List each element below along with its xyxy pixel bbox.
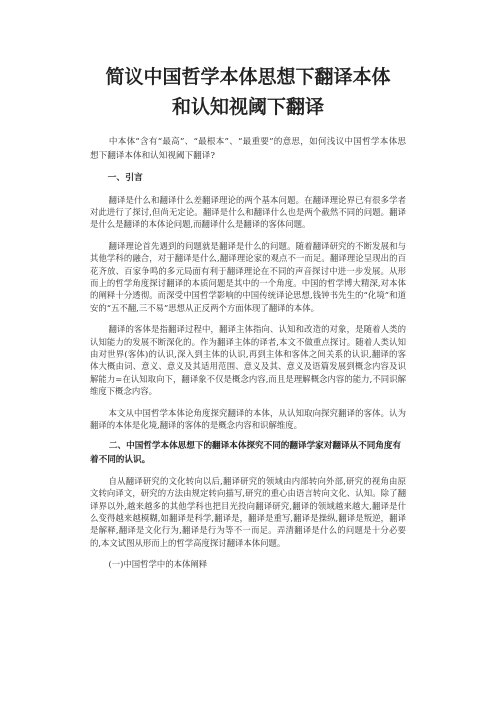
- subsection-heading: (一)中国哲学中的本体阐释: [108, 559, 208, 570]
- section-heading-translation-ontology: 二、中国哲学本体思想下的翻译本体探究不同的翻译学家对翻译从不同角度有着不同的认识。: [90, 441, 402, 465]
- document-title: 简议中国哲学本体思想下翻译本体和认知视阈下翻译: [105, 66, 391, 118]
- section-heading-introduction: 一、引言: [107, 173, 143, 183]
- paragraph: 翻译是什么和翻译什么差翻译理论的两个基本问题。在翻译理论界已有很多学者对此进行了探讨,但尚无定论。翻译是什么和翻译什么也是两个截然不同的问题。翻译是什么是翻译的本体论问题,而翻译什么是翻译的客体问题。: [90, 194, 406, 230]
- paragraph: 翻译理论首先遇到的问题就是翻译是什么的问题。随着翻译研究的不断发展和与其他学科的融合，对于翻译是什么,翻译理论家的观点不一而足。翻译理论呈现出的百花齐放、百家争鸣的多元局面有利于翻译理论在不同的声音探讨中进一步发展。从形而上的哲学角度探讨翻译的本质问题是其中的一个角度。中国的哲学博大精深,对本体的阐释十分透彻。而深受中国哲学影响的中国传统译论思想,钱钟书先生的“化境”和道安的“五不翻,三不易”思想从正反两个方面体现了翻译的本体。: [90, 240, 406, 313]
- abstract: 中本体”含有“最高”、“最根本”、“最重要”的意思，如何浅议中国哲学本体思想下翻译本体和认知视阈下翻译?: [90, 137, 406, 161]
- paragraph: 翻译的客体是指翻译过程中，翻译主体指向、认知和改造的对象，是随着人类的认知能力的发展不断深化的。作为翻译主体的译者,本文不做重点探讨。随着人类认知由对世界(客体)的认识,深入到主体的认识,再到主体和客体之间关系的认识,翻译的客体大概由词、意义、意义及其适用范围、意义及其、意义及语篇发展到概念内容及识解能力=在认知取向下，翻译象不仅是概念内容,而且是理解概念内容的能力,不同识解维度下概念内容。: [90, 324, 406, 397]
- paragraph: 自从翻译研究的文化转向以后,翻译研究的领域由内部转向外部,研究的视角由原文转向译文，研究的方法由规定转向描写,研究的重心由语言转向文化、认知。除了翻译界以外,越来越多的其他学科也把目光投向翻译研究,翻译的领域越来越大,翻译是什么变得越来越模糊,如翻译是科学,翻译是，翻译是重写,翻译是操纵,翻译是叛逆，翻译是解释,翻译是文化行为,翻译是行为等不一而足。弄清翻译是什么的问题是十分必要的,本文试图从形而上的哲学高度探讨翻译本体问题。: [90, 475, 406, 548]
- paragraph: 本文从中国哲学本体论角度探究翻译的本体，从认知取向探究翻译的客体。认为翻译的本体是化境,翻译的客体的是概念内容和识解维度。: [90, 407, 406, 430]
